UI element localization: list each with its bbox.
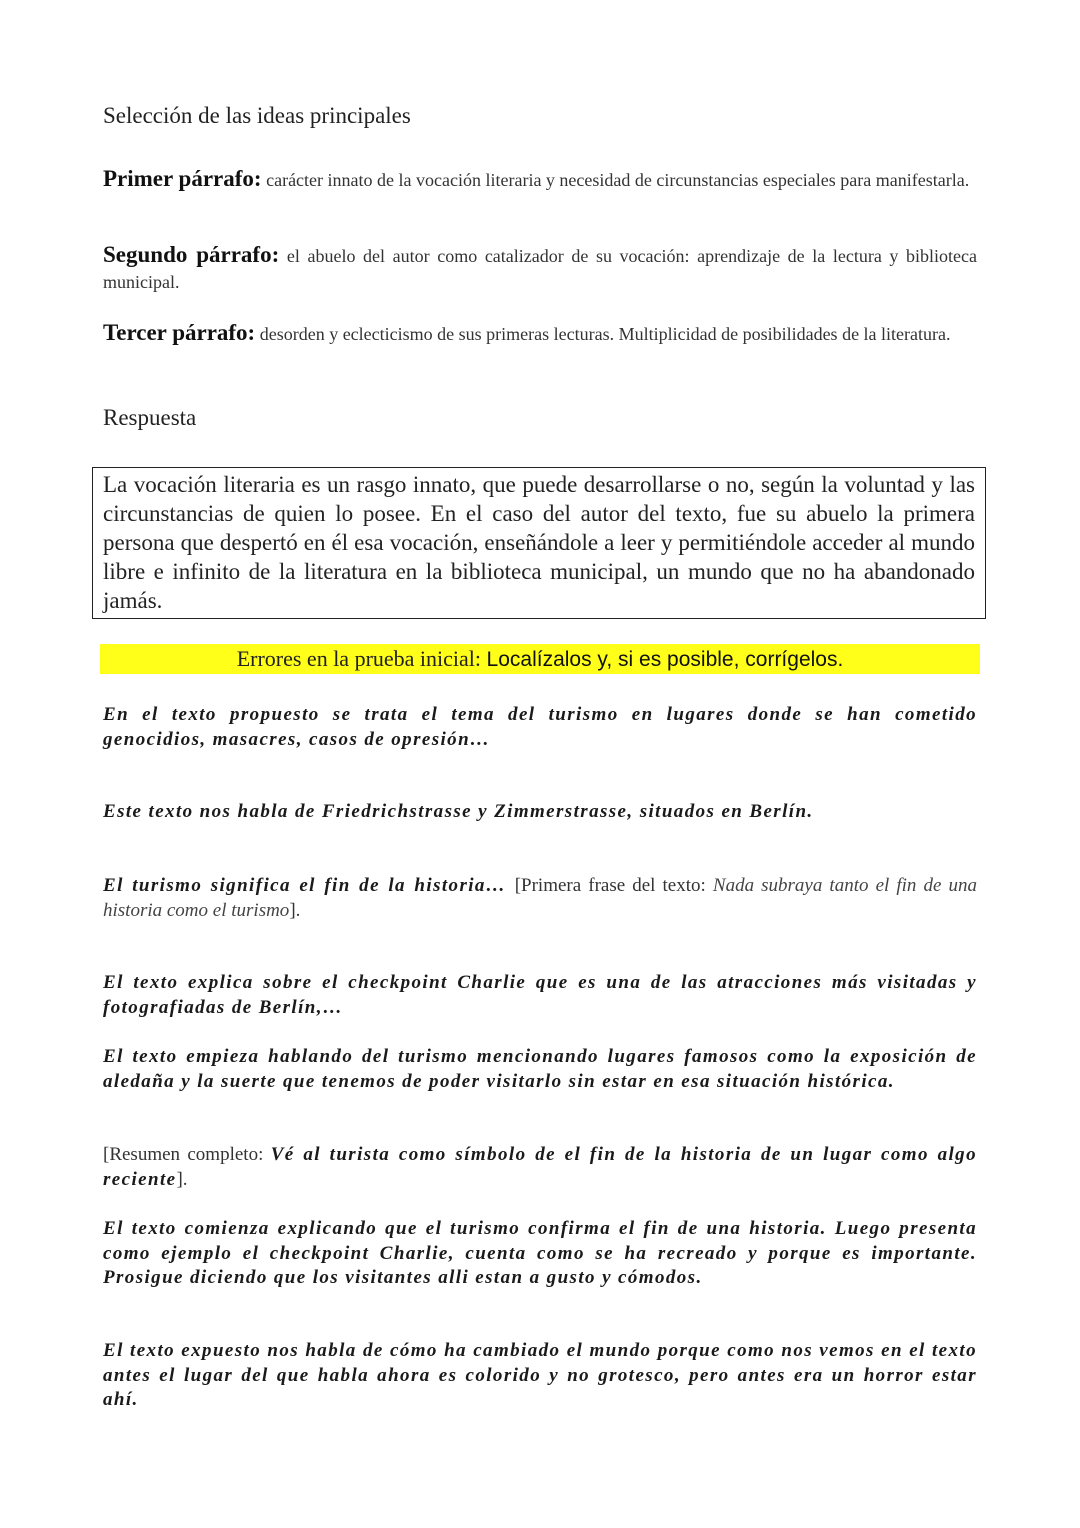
note-quote: Nada subraya tanto el fin de una historia como el turismo (103, 875, 978, 921)
error-example-7: El texto comienza explicando que el turismo confirma el fin de una historia. Luego presenta como ejemplo el checkpoint Charlie, cuenta como se ha recreado y porque es importante. Prosigue diciendo que los visitantes alli estan a gusto y cómodos. (103, 1218, 977, 1288)
error-example-3 (103, 874, 977, 923)
answer-box: La vocación literaria es un rasgo innato, que puede desarrollarse o no, según la voluntad y las circunstancias de quien lo posee. En el caso del autor del texto, fue su abuelo la primera persona que despertó en él esa vocación, enseñándole a leer y permitiéndole acceder al mundo libre e infinito de la literatura en la biblioteca municipal, un mundo que no ha abandonado jamás. (92, 467, 986, 619)
paragraph-text: el abuelo del autor como catalizador de su vocación: aprendizaje de la lectura y biblioteca municipal. (103, 246, 978, 292)
note-close: ]. (176, 1168, 188, 1190)
paragraph-text: desorden y eclecticismo de sus primeras lecturas. Multiplicidad de posibilidades de la literatura. (255, 324, 951, 344)
section-title: Selección de las ideas principales (103, 103, 411, 128)
paragraph-text: carácter innato de la vocación literaria y necesidad de circunstancias especiales para manifestarla. (261, 170, 970, 190)
error-text: El turismo significa el fin de la historia… (103, 875, 515, 896)
note-open: [Primera frase del texto: (514, 875, 713, 896)
errors-banner (100, 644, 980, 674)
error-example-2: Este texto nos habla de Friedrichstrasse y Zimmerstrasse, situados en Berlín. (103, 801, 814, 822)
error-text: Vé al turista como símbolo de el fin de la historia de un lugar como algo reciente (103, 1144, 977, 1190)
paragraph-lead: Tercer párrafo: (103, 320, 256, 345)
error-example-5: El texto empieza hablando del turismo mencionando lugares famosos como la exposición de aledaña y la suerte que tenemos de poder visitarlo sin estar en esa situación histórica. (103, 1046, 977, 1092)
banner-title: Errores en la prueba inicial: (236, 646, 487, 671)
error-example-8: El texto expuesto nos habla de cómo ha cambiado el mundo porque como nos vemos en el texto antes el lugar del que habla ahora es colorido y no grotesco, pero antes era un horror estar ahí. (103, 1340, 977, 1410)
note-open: [Resumen completo: (103, 1144, 271, 1165)
answer-title: Respuesta (103, 405, 197, 430)
error-example-6 (103, 1143, 977, 1192)
error-example-1: En el texto propuesto se trata el tema del turismo en lugares donde se han cometido genocidios, masacres, casos de opresión… (103, 704, 977, 750)
note-close: ]. (289, 899, 301, 921)
error-example-4: El texto explica sobre el checkpoint Charlie que es una de las atracciones más visitadas y fotografiadas de Berlín,… (103, 972, 977, 1018)
paragraph-summary-3 (103, 320, 977, 347)
paragraph-summary-2 (103, 242, 977, 295)
paragraph-lead: Segundo párrafo: (103, 242, 280, 267)
paragraph-lead: Primer párrafo: (103, 166, 262, 191)
paragraph-summary-1 (103, 166, 977, 193)
banner-instruction: Localízalos y, si es posible, corrígelos. (486, 648, 844, 671)
